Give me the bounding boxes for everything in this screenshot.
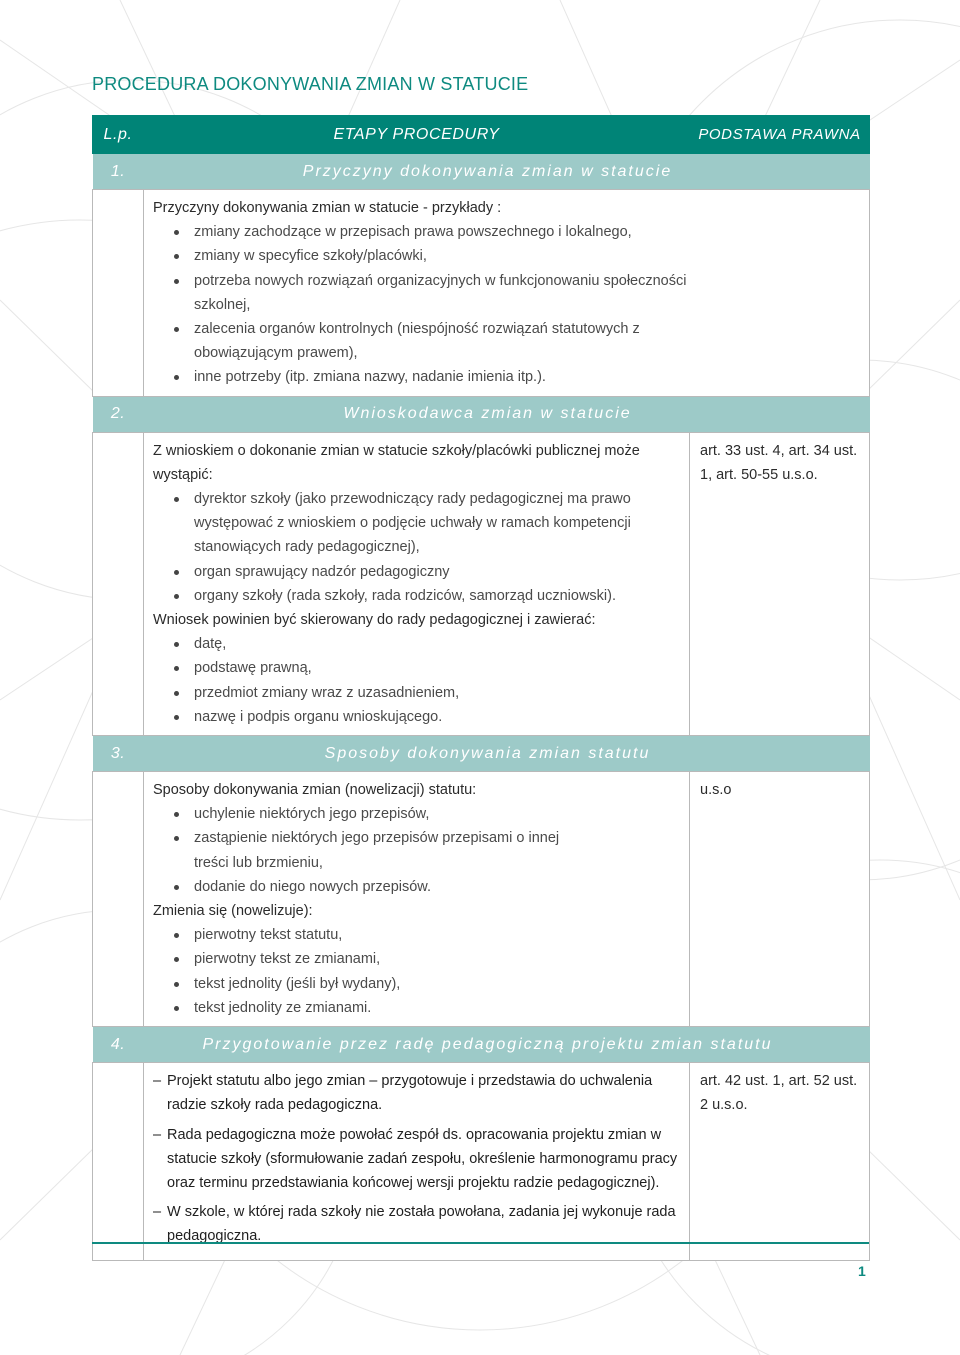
list-item: zalecenia organów kontrolnych (niespójność rozwiązań statutowych z obowiązującym prawem),: [153, 317, 701, 365]
list-item: inne potrzeby (itp. zmiana nazwy, nadanie imienia itp.).: [153, 365, 701, 389]
section-header-row: [93, 736, 870, 772]
section-intro: Przyczyny dokonywania zmian w statucie - przykłady :: [153, 200, 502, 216]
legal-basis: u.s.o: [690, 772, 870, 1027]
bullet-list: [153, 487, 681, 608]
table-header-row: [93, 116, 870, 154]
section-body-row: [93, 190, 870, 397]
list-item: przedmiot zmiany wraz z uzasadnieniem,: [153, 681, 681, 705]
section-content: [144, 772, 690, 1027]
section-number: 4.: [93, 1027, 144, 1063]
footer-divider: [92, 1242, 869, 1244]
section-content: [144, 190, 870, 397]
section-title: Wnioskodawca zmian w statucie: [144, 396, 870, 432]
list-item: dodanie do niego nowych przepisów.: [153, 875, 583, 899]
bullet-list-2: [153, 923, 681, 1020]
legal-basis: art. 42 ust. 1, art. 52 ust. 2 u.s.o.: [690, 1063, 870, 1260]
list-item: potrzeba nowych rozwiązań organizacyjnych w funkcjonowaniu społeczności szkolnej,: [153, 269, 701, 317]
dash-list: [153, 1069, 681, 1248]
page-number: 1: [858, 1263, 866, 1279]
list-item: pierwotny tekst ze zmianami,: [153, 947, 681, 971]
section-body-row: [93, 432, 870, 735]
section-intro-2: Zmienia się (nowelizuje):: [153, 903, 313, 920]
legal-basis: art. 33 ust. 4, art. 34 ust. 1, art. 50-55 u.s.o.: [690, 432, 870, 735]
list-item: organ sprawujący nadzór pedagogiczny: [153, 560, 681, 584]
section-number: 1.: [93, 154, 144, 190]
list-item: datę,: [153, 632, 681, 656]
section-body-row: [93, 1063, 870, 1260]
section-content: [144, 1063, 690, 1260]
section-header-row: [93, 1027, 870, 1063]
list-item: – Projekt statutu albo jego zmian – przygotowuje i przedstawia do uchwalenia radzie szkoły rada pedagogiczna.: [153, 1069, 681, 1117]
list-item: podstawę prawną,: [153, 656, 681, 680]
section-intro: Sposoby dokonywania zmian (nowelizacji) statutu:: [153, 782, 477, 799]
list-item: uchylenie niektórych jego przepisów,: [153, 802, 583, 826]
procedure-table: [92, 115, 870, 1261]
header-lp: L.p.: [93, 116, 144, 154]
section-intro: Z wnioskiem o dokonanie zmian w statucie szkoły/placówki publicznej może wystąpić:: [153, 442, 640, 483]
list-item: – W szkole, w której rada szkoły nie została powołana, zadania jej wykonuje rada pedagogiczna.: [153, 1200, 681, 1248]
bullet-list: [153, 802, 583, 899]
page-title: PROCEDURA DOKONYWANIA ZMIAN W STATUCIE: [92, 74, 529, 94]
section-number: 3.: [93, 736, 144, 772]
section-title: Przyczyny dokonywania zmian w statucie: [144, 154, 870, 190]
section-intro-2: Wniosek powinien być skierowany do rady pedagogicznej i zawierać:: [153, 612, 596, 629]
header-podstawa: PODSTAWA PRAWNA: [690, 116, 870, 154]
list-item: dyrektor szkoły (jako przewodniczący rady pedagogicznej ma prawo występować z wnioskiem o podjęcie uchwały w ramach kompetencji stanowiących rady pedagogicznej),: [153, 487, 681, 560]
list-item: tekst jednolity (jeśli był wydany),: [153, 972, 681, 996]
section-header-row: [93, 396, 870, 432]
list-item: pierwotny tekst statutu,: [153, 923, 681, 947]
list-item: zmiany w specyfice szkoły/placówki,: [153, 244, 701, 268]
section-number: 2.: [93, 396, 144, 432]
section-title: Sposoby dokonywania zmian statutu: [144, 736, 870, 772]
header-etapy: ETAPY PROCEDURY: [144, 116, 690, 154]
list-item: tekst jednolity ze zmianami.: [153, 996, 681, 1020]
section-header-row: [93, 154, 870, 190]
list-item: zmiany zachodzące w przepisach prawa powszechnego i lokalnego,: [153, 220, 701, 244]
list-item: organy szkoły (rada szkoły, rada rodziców, samorząd uczniowski).: [153, 584, 681, 608]
section-title: Przygotowanie przez radę pedagogiczną projektu zmian statutu: [144, 1027, 870, 1063]
bullet-list-2: [153, 632, 681, 729]
list-item: nazwę i podpis organu wnioskującego.: [153, 705, 681, 729]
section-body-row: [93, 772, 870, 1027]
list-item: – Rada pedagogiczna może powołać zespół ds. opracowania projektu zmian w statucie szkoły (sformułowanie zadań zespołu, określenie harmonogramu pracy oraz terminu przedstawiania końcowej wersji projektu radzie pedagogicznej).: [153, 1123, 681, 1196]
bullet-list: [153, 220, 701, 389]
list-item: zastąpienie niektórych jego przepisów przepisami o innej treści lub brzmieniu,: [153, 826, 583, 874]
section-content: [144, 432, 690, 735]
